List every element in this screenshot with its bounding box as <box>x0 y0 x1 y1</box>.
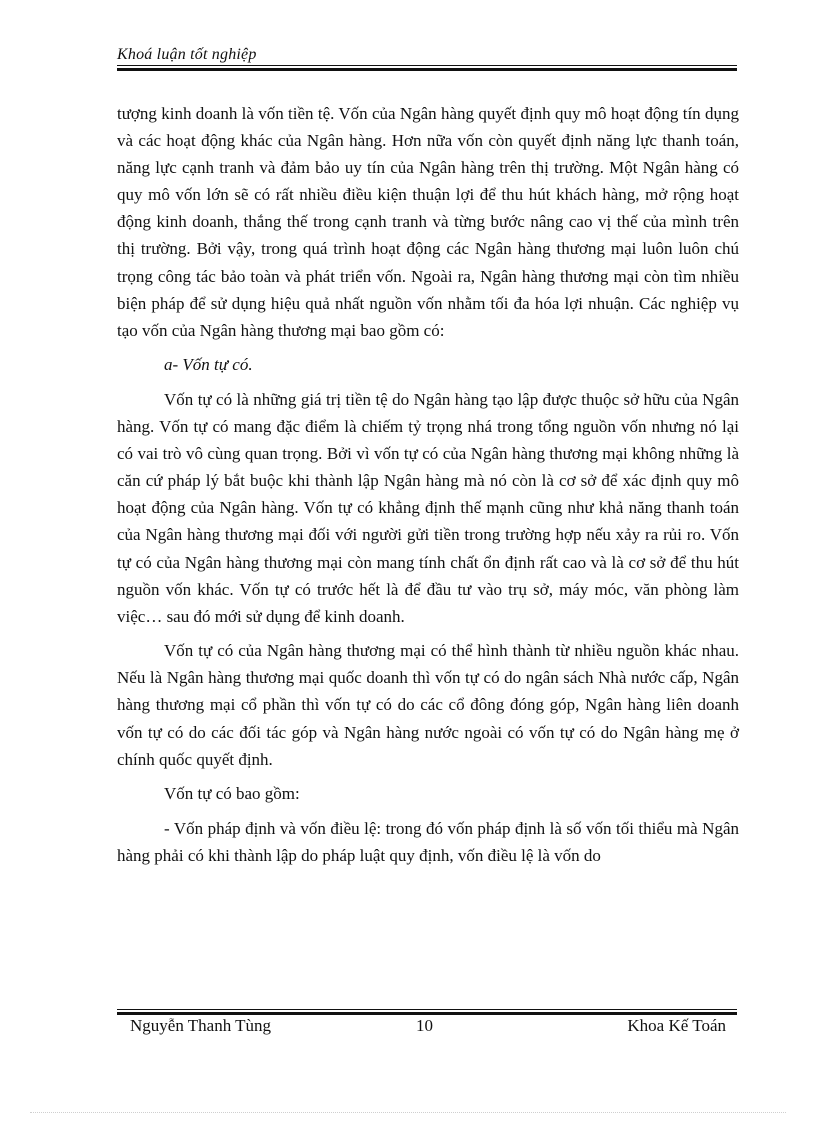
footer <box>130 1016 726 1040</box>
section-subheading: a- Vốn tự có. <box>164 355 253 375</box>
footer-department: Khoa Kế Toán <box>627 1016 726 1035</box>
footer-rule-thin <box>117 1009 737 1010</box>
body-text <box>117 100 739 877</box>
page-bottom-divider <box>30 1112 786 1113</box>
header-rule-thick <box>117 68 737 71</box>
footer-rule-thick <box>117 1012 737 1015</box>
header-title: Khoá luận tốt nghiệp <box>117 46 257 63</box>
paragraph-definition: Vốn tự có là những giá trị tiền tệ do Ngân hàng tạo lập được thuộc sở hữu của Ngân hàng. Vốn tự có mang đặc điểm là chiếm tỷ trọng nhá trong tổng nguồn vốn nhưng nó lại có vai trò vô cùng quan trọng. Bởi vì vốn tự có của Ngân hàng thương mại không những là căn cứ pháp lý bắt buộc khi thành lập Ngân hàng mà nó còn là cơ sở để xác định quy mô hoạt động của Ngân hàng. Vốn tự có khẳng định thế mạnh cũng như khả năng thanh toán của Ngân hàng thương mại đối với người gửi tiền trong trường hợp nếu xảy ra rủi ro. Vốn tự có của Ngân hàng thương mại còn mang tính chất ổn định rất cao và là cơ sở để thu hút nguồn vốn khác. Vốn tự có trước hết là để đầu tư vào trụ sở, máy móc, văn phòng làm việc… sau đó mới sử dụng để kinh doanh. <box>117 389 739 626</box>
paragraph-sources: Vốn tự có của Ngân hàng thương mại có thể hình thành từ nhiều nguồn khác nhau. Nếu là Ngân hàng thương mại quốc doanh thì vốn tự có do ngân sách Nhà nước cấp, Ngân hàng thương mại cổ phần thì vốn tự có do các cổ đông đóng góp, Ngân hàng liên doanh vốn tự có do các đối tác góp và Ngân hàng nước ngoài có vốn tự có do Ngân hàng mẹ ở chính quốc quyết định. <box>117 641 739 769</box>
paragraph-legal-capital: - Vốn pháp định và vốn điều lệ: trong đó vốn pháp định là số vốn tối thiểu mà Ngân hàng phải có khi thành lập do pháp luật quy định, vốn điều lệ là vốn do <box>117 818 739 865</box>
footer-author: Nguyễn Thanh Tùng <box>130 1016 272 1035</box>
paragraph-components-lead: Vốn tự có bao gồm: <box>164 784 300 804</box>
header-rule-thin <box>117 65 737 66</box>
footer-page-number: 10 <box>416 1016 433 1035</box>
paragraph-intro: tượng kinh doanh là vốn tiền tệ. Vốn của Ngân hàng quyết định quy mô hoạt động tín dụng và các hoạt động khác của Ngân hàng. Hơn nữa vốn còn quyết định năng lực thanh toán, năng lực cạnh tranh và đảm bảo uy tín của Ngân hàng trên thị trường. Một Ngân hàng có quy mô vốn lớn sẽ có rất nhiều điều kiện thuận lợi để thu hút khách hàng, mở rộng hoạt động kinh doanh, thắng thế trong cạnh tranh và từng bước nâng cao vị thế của mình trên thị trường. Bởi vậy, trong quá trình hoạt động các Ngân hàng thương mại luôn luôn chú trọng công tác bảo toàn và phát triển vốn. Ngoài ra, Ngân hàng thương mại còn tìm nhiều biện pháp để sử dụng hiệu quả nhất nguồn vốn nhằm tối đa hóa lợi nhuận. Các nghiệp vụ tạo vốn của Ngân hàng thương mại bao gồm có: <box>117 104 739 340</box>
